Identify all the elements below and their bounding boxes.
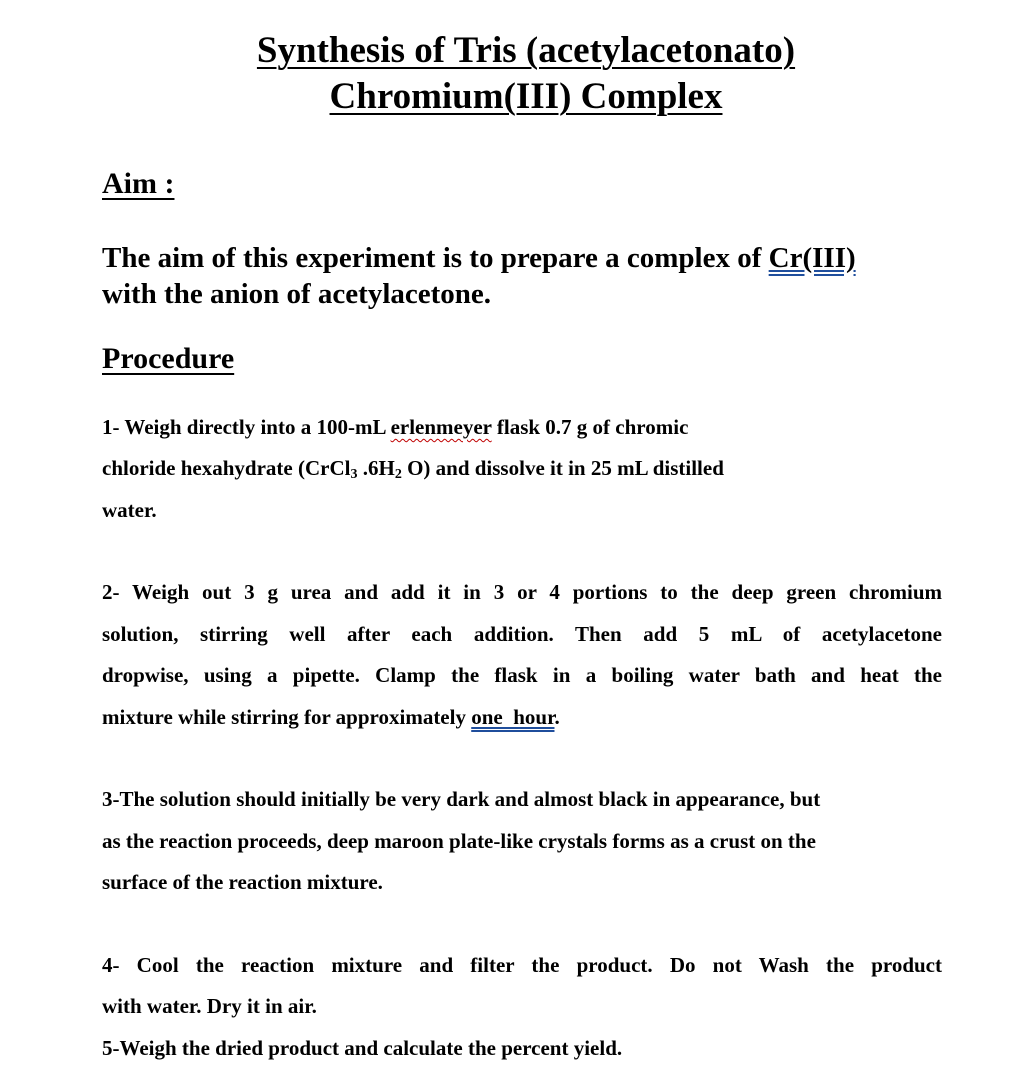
step1-line2-a: chloride hexahydrate (CrCl — [102, 456, 351, 480]
aim-heading: Aim : — [102, 167, 175, 200]
step3-line-1: 3-The solution should initially be very dark and almost black in appearance, but — [102, 787, 821, 811]
step1-line2-sub1: 3 — [350, 467, 358, 482]
step1-line2-sub2: 2 — [394, 467, 402, 482]
step4-line-1: 4- Cool the reaction mixture and filter the product. Do not Wash the product — [102, 953, 942, 977]
title-line-1-text: Synthesis of Tris (acetylacetonato) — [256, 30, 796, 71]
step1-line-1 — [102, 413, 688, 441]
aim-ion: Cr(III) — [768, 242, 856, 274]
step1-line-2 — [102, 454, 724, 486]
step5-line-1: 5-Weigh the dried product and calculate the percent yield. — [102, 1036, 623, 1060]
step3-line-3: surface of the reaction mixture. — [102, 870, 383, 894]
step2-line-4 — [102, 703, 560, 731]
title-line-2-text: Chromium(III) Complex — [329, 76, 723, 117]
step1-line1-a: 1- Weigh directly into a 100-mL — [102, 415, 391, 439]
step1-line2-c: O) and dissolve it in 25 mL distilled — [401, 456, 724, 480]
step1-line-3: water. — [102, 498, 157, 522]
aim-text-line-1 — [102, 240, 856, 276]
step2-line-3: dropwise, using a pipette. Clamp the flask in a boiling water bath and heat the — [102, 663, 942, 687]
step1-line1-word: erlenmeyer — [390, 415, 492, 439]
aim-text-line-2: with the anion of acetylacetone. — [102, 278, 492, 310]
step2-line4-a: mixture while stirring for approximately — [102, 705, 472, 729]
step3-line-2: as the reaction proceeds, deep maroon plate-like crystals forms as a crust on the — [102, 829, 816, 853]
procedure-heading: Procedure — [102, 342, 235, 375]
step2-line-2: solution, stirring well after each addition. Then add 5 mL of acetylacetone — [102, 622, 942, 646]
step2-line4-duration: one hour — [471, 705, 555, 729]
step1-line1-b: flask 0.7 g of chromic — [491, 415, 689, 439]
step4-line-2: with water. Dry it in air. — [102, 994, 317, 1018]
aim-text-part1: The aim of this experiment is to prepare a complex of — [102, 242, 769, 274]
step1-line2-b: .6H — [357, 456, 395, 480]
title-line-1 — [0, 28, 1020, 74]
step2-line-1: 2- Weigh out 3 g urea and add it in 3 or 4 portions to the deep green chromium — [102, 580, 942, 604]
title-line-2 — [0, 74, 1020, 120]
step2-line4-b: . — [554, 705, 560, 729]
